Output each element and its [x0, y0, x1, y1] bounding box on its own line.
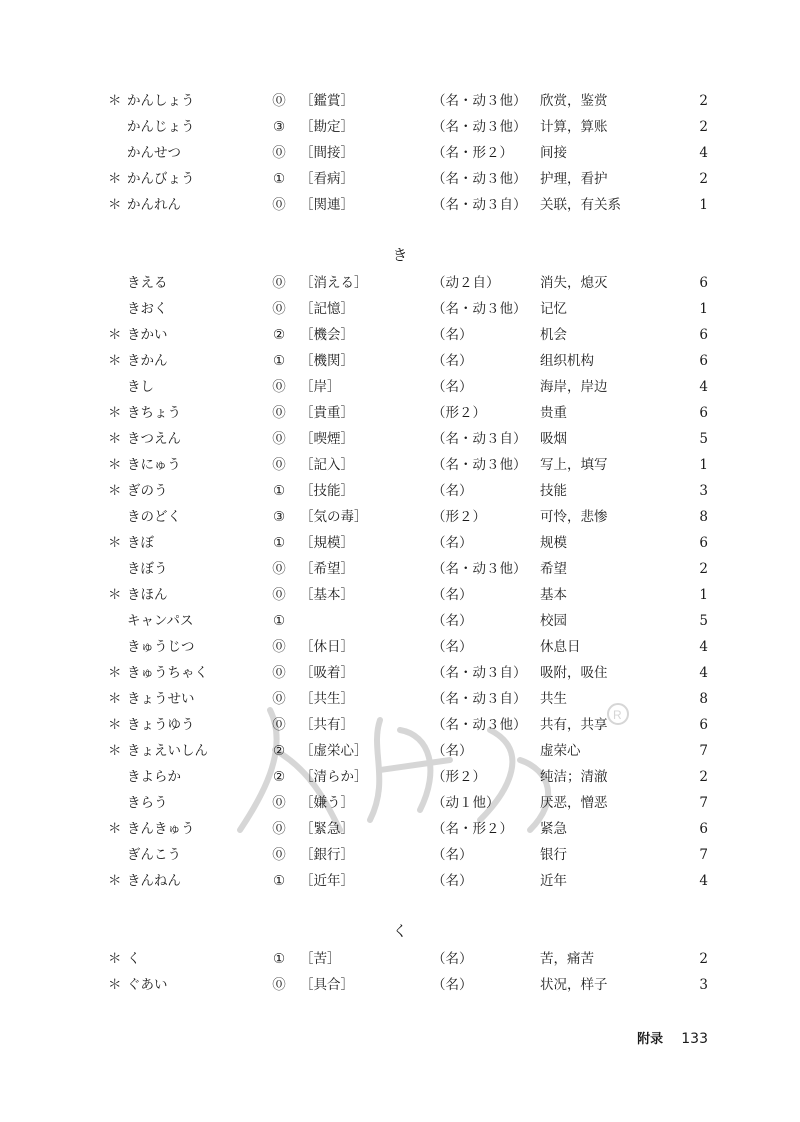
- vocab-row: [0, 452, 800, 478]
- vocab-row: [0, 842, 800, 868]
- vocab-meaning: 基本: [540, 587, 567, 603]
- vocab-meaning: 规模: [540, 535, 567, 551]
- vocab-row: [0, 634, 800, 660]
- vocab-kana: きょえいしん: [127, 743, 208, 759]
- vocab-tone: ①: [272, 951, 286, 967]
- vocab-kana: かんせつ: [127, 145, 181, 161]
- vocab-pos: （名）: [432, 951, 473, 967]
- vocab-tone: ③: [272, 119, 286, 135]
- vocab-kanji: ［緊急］: [300, 821, 354, 837]
- vocab-row: [0, 790, 800, 816]
- vocab-kana: かんれん: [127, 197, 181, 213]
- vocab-tone: ⓪: [272, 275, 286, 291]
- vocab-meaning: 关联，有关系: [540, 197, 621, 213]
- vocab-kana: きょうゆう: [127, 717, 195, 733]
- vocab-lesson: 1: [699, 587, 708, 603]
- vocab-pos: （名）: [432, 639, 473, 655]
- vocab-tone: ①: [272, 171, 286, 187]
- vocab-row: [0, 530, 800, 556]
- vocab-kanji: ［共有］: [300, 717, 354, 733]
- vocab-meaning: 银行: [540, 847, 567, 863]
- vocab-meaning: 虚荣心: [540, 743, 581, 759]
- vocab-tone: ②: [272, 743, 286, 759]
- vocab-tone: ⓪: [272, 821, 286, 837]
- vocab-star: ＊: [108, 977, 122, 993]
- vocab-star: ＊: [108, 873, 122, 889]
- vocab-tone: ⓪: [272, 691, 286, 707]
- vocab-tone: ⓪: [272, 847, 286, 863]
- vocab-row: [0, 504, 800, 530]
- vocab-pos: （名・动３自）: [432, 197, 527, 213]
- vocab-lesson: 2: [699, 561, 708, 577]
- vocab-star: ＊: [108, 535, 122, 551]
- vocab-meaning: 吸附，吸住: [540, 665, 608, 681]
- vocab-star: ＊: [108, 171, 122, 187]
- vocab-row: [0, 556, 800, 582]
- vocab-kana: きおく: [127, 301, 168, 317]
- vocab-row: [0, 946, 800, 972]
- vocab-tone: ②: [272, 327, 286, 343]
- vocab-tone: ⓪: [272, 639, 286, 655]
- vocab-meaning: 写上，填写: [540, 457, 608, 473]
- vocab-pos: （形２）: [432, 405, 486, 421]
- vocab-tone: ①: [272, 483, 286, 499]
- vocab-star: ＊: [108, 951, 122, 967]
- vocab-star: ＊: [108, 405, 122, 421]
- vocab-row: [0, 322, 800, 348]
- vocab-meaning: 厌恶，憎恶: [540, 795, 608, 811]
- vocab-kana: キャンパス: [127, 613, 194, 629]
- vocab-kana: きんきゅう: [127, 821, 195, 837]
- vocab-pos: （名）: [432, 847, 473, 863]
- vocab-kana: きえる: [127, 275, 168, 291]
- vocab-kanji: ［休日］: [300, 639, 354, 655]
- vocab-star: ＊: [108, 691, 122, 707]
- vocab-kanji: ［看病］: [300, 171, 354, 187]
- vocab-kana: きょうせい: [127, 691, 195, 707]
- vocab-kanji: ［清らか］: [300, 769, 368, 785]
- vocab-star: ＊: [108, 717, 122, 733]
- vocab-kana: きちょう: [127, 405, 181, 421]
- vocab-meaning: 共生: [540, 691, 567, 707]
- vocab-tone: ①: [272, 873, 286, 889]
- vocab-kana: きし: [127, 379, 154, 395]
- vocab-kanji: ［貴重］: [300, 405, 354, 421]
- vocab-kanji: ［記入］: [300, 457, 354, 473]
- vocab-kana: きゅうちゃく: [127, 665, 208, 681]
- vocab-row: [0, 374, 800, 400]
- vocab-pos: （动２自）: [432, 275, 500, 291]
- vocab-lesson: 1: [699, 197, 708, 213]
- vocab-kana: きらう: [127, 795, 168, 811]
- vocab-star: ＊: [108, 665, 122, 681]
- vocab-lesson: 6: [699, 353, 708, 369]
- vocab-meaning: 欣赏，鉴赏: [540, 93, 608, 109]
- vocab-kana: かんびょう: [127, 171, 195, 187]
- vocab-kanji: ［関連］: [300, 197, 354, 213]
- vocab-meaning: 纯洁；清澈: [540, 769, 608, 785]
- vocab-kanji: ［鑑賞］: [300, 93, 354, 109]
- vocab-kanji: ［気の毒］: [300, 509, 368, 525]
- vocab-pos: （名・动３自）: [432, 665, 527, 681]
- vocab-kana: きゅうじつ: [127, 639, 195, 655]
- vocab-pos: （名・动３他）: [432, 93, 527, 109]
- page-footer: [637, 1028, 708, 1047]
- vocab-meaning: 记忆: [540, 301, 567, 317]
- vocab-pos: （名）: [432, 353, 473, 369]
- vocab-lesson: 1: [699, 301, 708, 317]
- vocab-star: ＊: [108, 457, 122, 473]
- vocab-pos: （名）: [432, 327, 473, 343]
- vocab-row: [0, 348, 800, 374]
- vocab-kanji: ［虚栄心］: [300, 743, 368, 759]
- vocab-star: ＊: [108, 93, 122, 109]
- vocab-kana: く: [127, 951, 141, 967]
- vocab-kanji: ［規模］: [300, 535, 354, 551]
- vocab-lesson: 7: [699, 743, 708, 759]
- vocab-meaning: 近年: [540, 873, 567, 889]
- vocab-pos: （名）: [432, 743, 473, 759]
- vocab-meaning: 可怜，悲惨: [540, 509, 608, 525]
- vocab-kana: かんしょう: [127, 93, 195, 109]
- vocab-lesson: 3: [699, 977, 708, 993]
- vocab-kanji: ［間接］: [300, 145, 354, 161]
- vocab-pos: （名）: [432, 977, 473, 993]
- section-heading: き: [392, 246, 408, 264]
- vocab-kanji: ［銀行］: [300, 847, 354, 863]
- vocab-row: [0, 192, 800, 218]
- vocab-row: [0, 660, 800, 686]
- vocab-kanji: ［近年］: [300, 873, 354, 889]
- vocab-row: [0, 816, 800, 842]
- vocab-tone: ⓪: [272, 379, 286, 395]
- vocab-lesson: 3: [699, 483, 708, 499]
- vocab-pos: （名）: [432, 613, 473, 629]
- vocab-tone: ②: [272, 769, 286, 785]
- vocab-tone: ①: [272, 353, 286, 369]
- vocab-kana: きよらか: [127, 769, 181, 785]
- vocab-row: [0, 686, 800, 712]
- vocab-tone: ⓪: [272, 301, 286, 317]
- vocab-kana: きほん: [127, 587, 168, 603]
- vocab-lesson: 5: [699, 613, 708, 629]
- vocab-meaning: 校园: [540, 613, 567, 629]
- vocab-kanji: ［嫌う］: [300, 795, 354, 811]
- vocab-pos: （名）: [432, 483, 473, 499]
- vocab-lesson: 4: [699, 639, 708, 655]
- vocab-meaning: 苦，痛苦: [540, 951, 594, 967]
- vocab-lesson: 2: [699, 171, 708, 187]
- page-number: 133: [681, 1031, 708, 1047]
- vocab-tone: ⓪: [272, 587, 286, 603]
- vocab-meaning: 贵重: [540, 405, 567, 421]
- vocab-row: [0, 114, 800, 140]
- vocab-tone: ⓪: [272, 717, 286, 733]
- vocab-row: [0, 140, 800, 166]
- vocab-kanji: ［喫煙］: [300, 431, 354, 447]
- vocab-meaning: 状况，样子: [540, 977, 608, 993]
- vocab-row: [0, 608, 800, 634]
- vocab-pos: （名・动３他）: [432, 171, 527, 187]
- vocab-lesson: 4: [699, 873, 708, 889]
- vocab-tone: ⓪: [272, 977, 286, 993]
- vocab-star: ＊: [108, 197, 122, 213]
- vocab-row: [0, 88, 800, 114]
- vocab-kana: きのどく: [127, 509, 181, 525]
- vocab-pos: （名）: [432, 379, 473, 395]
- vocab-lesson: 2: [699, 119, 708, 135]
- vocab-kanji: ［共生］: [300, 691, 354, 707]
- vocab-pos: （名・动３他）: [432, 301, 527, 317]
- section-heading: く: [392, 922, 408, 940]
- vocab-kana: きかん: [127, 353, 168, 369]
- vocab-kana: きぼ: [127, 535, 154, 551]
- vocab-kana: きにゅう: [127, 457, 181, 473]
- vocab-lesson: 4: [699, 145, 708, 161]
- vocab-pos: （名・动３他）: [432, 119, 527, 135]
- vocab-lesson: 7: [699, 847, 708, 863]
- vocab-meaning: 海岸，岸边: [540, 379, 608, 395]
- vocab-row: [0, 738, 800, 764]
- vocab-kana: ぐあい: [127, 977, 168, 993]
- vocab-kana: ぎのう: [127, 483, 168, 499]
- vocab-pos: （名・动３自）: [432, 431, 527, 447]
- vocab-lesson: 6: [699, 535, 708, 551]
- vocab-tone: ⓪: [272, 665, 286, 681]
- vocab-tone: ⓪: [272, 795, 286, 811]
- vocab-kana: きぼう: [127, 561, 168, 577]
- vocab-tone: ⓪: [272, 457, 286, 473]
- vocab-pos: （形２）: [432, 509, 486, 525]
- vocab-tone: ①: [272, 613, 286, 629]
- vocab-lesson: 4: [699, 379, 708, 395]
- vocab-tone: ⓪: [272, 145, 286, 161]
- vocab-kanji: ［勘定］: [300, 119, 354, 135]
- vocab-star: ＊: [108, 743, 122, 759]
- vocab-star: ＊: [108, 353, 122, 369]
- vocab-tone: ⓪: [272, 197, 286, 213]
- vocab-kanji: ［機関］: [300, 353, 354, 369]
- vocab-row: [0, 400, 800, 426]
- vocab-row: [0, 764, 800, 790]
- vocab-kanji: ［機会］: [300, 327, 354, 343]
- vocab-lesson: 5: [699, 431, 708, 447]
- vocab-meaning: 机会: [540, 327, 567, 343]
- vocab-lesson: 7: [699, 795, 708, 811]
- vocab-pos: （名・动３他）: [432, 561, 527, 577]
- vocab-kana: きんねん: [127, 873, 181, 889]
- vocab-kanji: ［技能］: [300, 483, 354, 499]
- vocab-meaning: 计算，算账: [540, 119, 608, 135]
- vocab-lesson: 2: [699, 951, 708, 967]
- vocab-row: [0, 478, 800, 504]
- vocab-kanji: ［希望］: [300, 561, 354, 577]
- vocab-meaning: 紧急: [540, 821, 567, 837]
- vocab-lesson: 1: [699, 457, 708, 473]
- vocab-lesson: 6: [699, 821, 708, 837]
- vocab-kanji: ［苦］: [300, 951, 341, 967]
- vocab-meaning: 共有，共享: [540, 717, 608, 733]
- vocab-star: ＊: [108, 587, 122, 603]
- vocab-star: ＊: [108, 431, 122, 447]
- vocab-tone: ⓪: [272, 561, 286, 577]
- vocab-row: [0, 166, 800, 192]
- vocab-kanji: ［岸］: [300, 379, 341, 395]
- vocab-meaning: 希望: [540, 561, 567, 577]
- vocab-pos: （名・动３自）: [432, 691, 527, 707]
- vocab-lesson: 6: [699, 405, 708, 421]
- vocab-row: [0, 868, 800, 894]
- vocab-tone: ⓪: [272, 431, 286, 447]
- vocab-pos: （名・形２）: [432, 821, 513, 837]
- svg-text:R: R: [613, 708, 622, 722]
- vocab-pos: （名）: [432, 535, 473, 551]
- vocab-row: [0, 426, 800, 452]
- vocab-pos: （动１他）: [432, 795, 500, 811]
- vocab-tone: ⓪: [272, 405, 286, 421]
- vocab-star: ＊: [108, 483, 122, 499]
- vocab-tone: ⓪: [272, 93, 286, 109]
- vocab-star: ＊: [108, 821, 122, 837]
- vocab-meaning: 吸烟: [540, 431, 567, 447]
- vocab-kanji: ［記憶］: [300, 301, 354, 317]
- vocab-kanji: ［吸着］: [300, 665, 354, 681]
- vocab-pos: （名）: [432, 587, 473, 603]
- vocab-meaning: 技能: [540, 483, 567, 499]
- vocab-row: [0, 296, 800, 322]
- vocab-lesson: 6: [699, 717, 708, 733]
- vocab-kanji: ［基本］: [300, 587, 354, 603]
- vocab-lesson: 2: [699, 93, 708, 109]
- vocab-meaning: 组织机构: [540, 353, 594, 369]
- vocab-lesson: 6: [699, 327, 708, 343]
- vocab-row: [0, 972, 800, 998]
- vocab-meaning: 间接: [540, 145, 567, 161]
- vocab-tone: ③: [272, 509, 286, 525]
- vocab-lesson: 6: [699, 275, 708, 291]
- vocab-lesson: 2: [699, 769, 708, 785]
- vocab-kanji: ［具合］: [300, 977, 354, 993]
- vocab-pos: （名・动３他）: [432, 457, 527, 473]
- vocab-tone: ①: [272, 535, 286, 551]
- vocab-pos: （名）: [432, 873, 473, 889]
- vocab-pos: （名・形２）: [432, 145, 513, 161]
- vocab-star: ＊: [108, 327, 122, 343]
- vocab-pos: （名・动３他）: [432, 717, 527, 733]
- vocab-pos: （形２）: [432, 769, 486, 785]
- vocab-kanji: ［消える］: [300, 275, 368, 291]
- vocab-meaning: 护理，看护: [540, 171, 608, 187]
- vocab-meaning: 休息日: [540, 639, 581, 655]
- vocab-lesson: 4: [699, 665, 708, 681]
- footer-label: 附录: [637, 1032, 664, 1047]
- vocab-lesson: 8: [699, 509, 708, 525]
- vocab-row: [0, 270, 800, 296]
- vocab-kana: ぎんこう: [127, 847, 181, 863]
- vocab-meaning: 消失，熄灭: [540, 275, 608, 291]
- vocab-row: [0, 712, 800, 738]
- vocab-kana: きかい: [127, 327, 168, 343]
- vocab-row: [0, 582, 800, 608]
- vocab-kana: かんじょう: [127, 119, 195, 135]
- vocab-kana: きつえん: [127, 431, 181, 447]
- vocab-lesson: 8: [699, 691, 708, 707]
